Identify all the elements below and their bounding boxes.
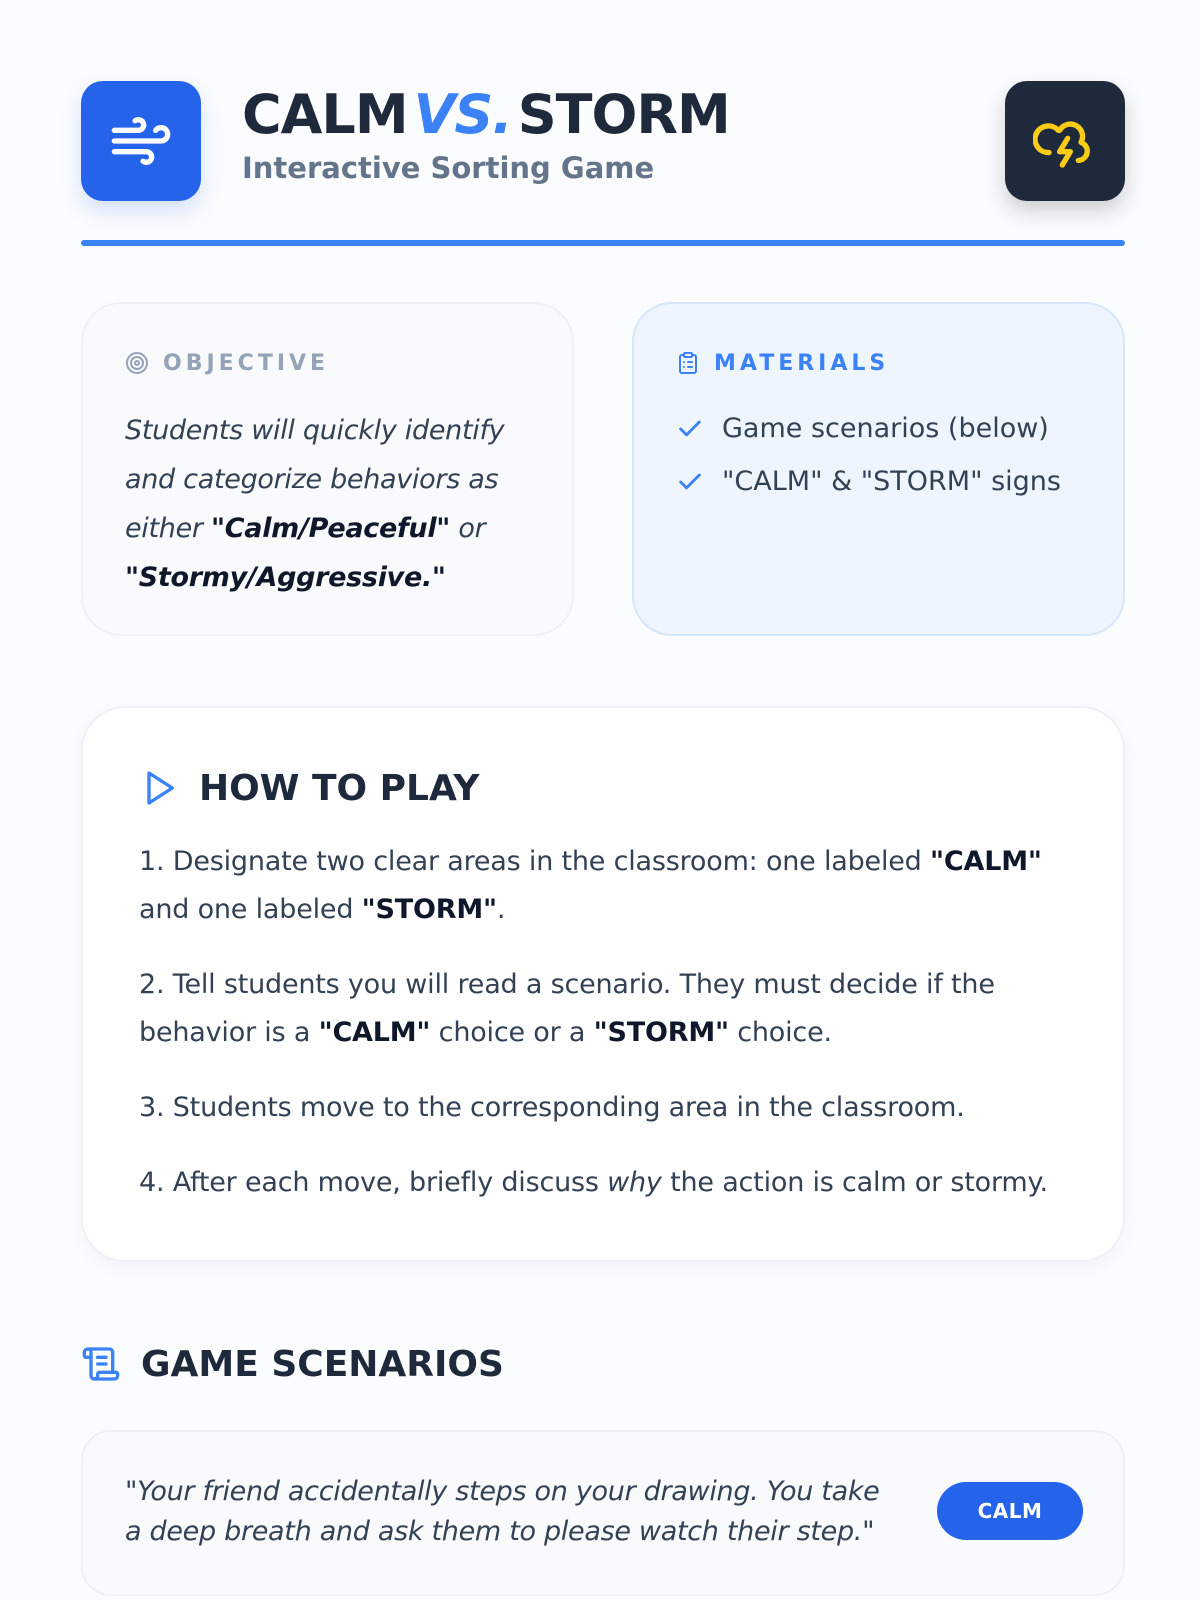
materials-card [632, 302, 1125, 636]
step-text: the action is calm or stormy. [661, 1167, 1048, 1198]
materials-item-label: "CALM" & "STORM" signs [722, 466, 1061, 497]
lesson-page [81, 0, 1125, 1547]
step-storm-term: "STORM" [593, 1017, 729, 1048]
scenarios-heading [81, 1340, 504, 1388]
how-to-play-heading [139, 764, 1063, 812]
calm-answer-button[interactable]: CALM [937, 1482, 1083, 1540]
objective-label-row [125, 350, 532, 376]
materials-label-row [676, 350, 1083, 376]
title-calm: CALM [242, 83, 408, 146]
info-cards [81, 302, 1125, 636]
title-vs: VS. [413, 83, 512, 146]
step-text: 4. After each move, briefly discuss [139, 1167, 608, 1198]
clipboard-icon [676, 351, 700, 375]
step-text: . [496, 894, 506, 925]
step-calm-term: "CALM" [930, 846, 1042, 877]
wind-logo-tile [81, 81, 201, 201]
objective-storm-term: "Stormy/Aggressive." [125, 562, 446, 593]
steps-list [139, 838, 1063, 1207]
play-icon [139, 768, 179, 808]
materials-item [676, 455, 1083, 508]
objective-calm-term: "Calm/Peaceful" [211, 513, 451, 544]
step-calm-term: "CALM" [318, 1017, 431, 1048]
how-to-play-title: HOW TO PLAY [199, 767, 480, 809]
step-item [139, 1159, 1063, 1207]
step-text: and one labeled [139, 894, 362, 925]
step-text: 3. Students move to the corresponding area in the classroom. [139, 1092, 965, 1123]
scroll-icon [81, 1344, 121, 1384]
step-text: 2. Tell students you will read a scenario. They must decide if the behavior is a [139, 969, 995, 1048]
objective-text-part: Students will quickly identify and categorize behaviors as either [125, 415, 505, 544]
step-emphasis: why [607, 1167, 662, 1198]
page-header [81, 0, 1125, 248]
title-block [242, 82, 730, 188]
materials-item [676, 402, 1083, 455]
objective-label: OBJECTIVE [163, 350, 330, 376]
page-title [242, 82, 730, 148]
step-item [139, 838, 1063, 934]
materials-label: MATERIALS [714, 350, 890, 376]
objective-card [81, 302, 574, 636]
step-storm-term: "STORM" [361, 894, 497, 925]
target-icon [125, 351, 149, 375]
materials-list [676, 402, 1083, 508]
title-storm: STORM [517, 83, 730, 146]
step-text: choice or a [430, 1017, 594, 1048]
materials-item-label: Game scenarios (below) [722, 413, 1049, 444]
how-to-play-card [81, 706, 1125, 1262]
scenario-card [81, 1430, 1125, 1596]
step-text: choice. [728, 1017, 832, 1048]
objective-text-or: or [450, 513, 486, 544]
step-item [139, 961, 1063, 1057]
step-item [139, 1084, 1063, 1132]
check-icon [676, 415, 704, 443]
storm-logo-tile [1005, 81, 1125, 201]
scenarios-title: GAME SCENARIOS [141, 1343, 504, 1385]
wind-icon [109, 109, 173, 173]
objective-text [125, 406, 532, 602]
scenario-text: "Your friend accidentally steps on your drawing. You take a deep breath and ask them to please watch their step." [125, 1476, 880, 1547]
header-divider [81, 240, 1125, 246]
page-subtitle: Interactive Sorting Game [242, 151, 655, 185]
storm-cloud-icon [1033, 109, 1097, 173]
check-icon [676, 468, 704, 496]
step-text: 1. Designate two clear areas in the classroom: one labeled [139, 846, 931, 877]
